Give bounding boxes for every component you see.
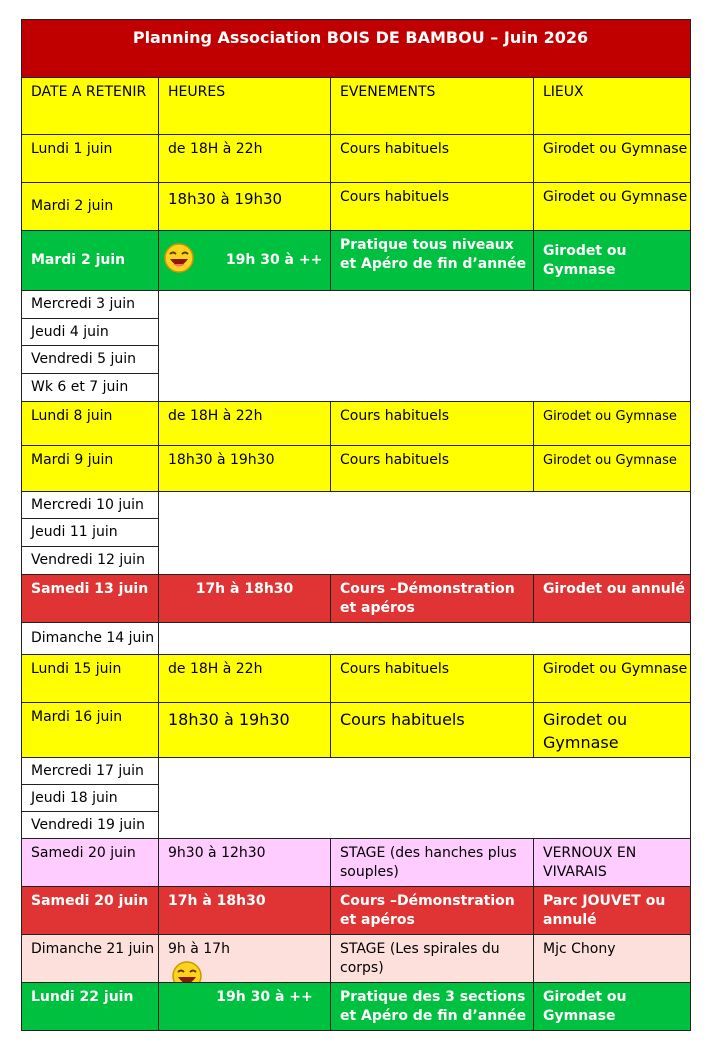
row-heures: 18h30 à 19h30 (159, 183, 331, 231)
planning-table (21, 19, 691, 1031)
table-row (22, 291, 691, 319)
row-lieu: Girodet ou Gymnase (534, 655, 691, 703)
row-date: Lundi 1 juin (22, 135, 159, 183)
row-date: Mardi 9 juin (22, 446, 159, 492)
table-row (22, 231, 691, 291)
row-date: Lundi 22 juin (22, 983, 159, 1031)
row-heures: 18h30 à 19h30 (159, 703, 331, 758)
row-heures: de 18H à 22h (159, 655, 331, 703)
row-date: Wk 6 et 7 juin (22, 374, 159, 402)
empty-block (159, 492, 691, 575)
row-heures: 17h à 18h30 (159, 887, 331, 935)
row-lieu: Girodet ou Gymnase (534, 983, 691, 1031)
row-lieu: Girodet ou annulé (534, 575, 691, 623)
table-row (22, 758, 691, 785)
row-date: Vendredi 12 juin (22, 547, 159, 575)
row-heures: 19h 30 à ++ (225, 252, 323, 268)
row-date: Jeudi 18 juin (22, 785, 159, 812)
table-row (22, 703, 691, 758)
row-heures: 9h à 17h (168, 941, 230, 957)
row-heures-cell (159, 231, 331, 291)
table-row (22, 623, 691, 655)
row-lieu: Girodet ou Gymnase (534, 703, 691, 758)
row-heures: 17h à 18h30 (159, 575, 331, 623)
row-lieu: Parc JOUVET ou annulé (534, 887, 691, 935)
row-date: Mercredi 17 juin (22, 758, 159, 785)
planning-document (21, 19, 690, 1031)
row-date: Mercredi 10 juin (22, 492, 159, 519)
row-evenement: Cours habituels (331, 135, 534, 183)
row-evenement: Cours –Démonstration et apéros (331, 887, 534, 935)
row-heures: de 18H à 22h (159, 135, 331, 183)
table-row (22, 935, 691, 983)
row-lieu: Girodet ou Gymnase (534, 135, 691, 183)
row-heures: 19h 30 à ++ (159, 983, 331, 1031)
row-evenement: Pratique tous niveaux et Apéro de fin d’année (331, 231, 534, 291)
row-evenement: Cours habituels (331, 655, 534, 703)
row-date: Mardi 16 juin (22, 703, 159, 758)
row-lieu: Girodet ou Gymnase (534, 402, 691, 446)
table-row (22, 402, 691, 446)
row-date: Samedi 13 juin (22, 575, 159, 623)
row-evenement: Pratique des 3 sections et Apéro de fin d’année (331, 983, 534, 1031)
header-evenements: EVENEMENTS (331, 78, 534, 135)
row-date: Samedi 20 juin (22, 887, 159, 935)
row-date: Vendredi 5 juin (22, 346, 159, 374)
row-lieu: Girodet ou Gymnase (534, 231, 691, 291)
laughing-smiley-icon (163, 242, 195, 280)
row-date: Samedi 20 juin (22, 839, 159, 887)
row-evenement: Cours habituels (331, 446, 534, 492)
row-heures: de 18H à 22h (159, 402, 331, 446)
row-evenement: Cours –Démonstration et apéros (331, 575, 534, 623)
row-date: Mardi 2 juin (22, 231, 159, 291)
row-evenement: STAGE (Les spirales du corps) (331, 935, 534, 983)
table-row (22, 575, 691, 623)
row-date: Mardi 2 juin (22, 183, 159, 231)
row-date: Lundi 15 juin (22, 655, 159, 703)
row-date: Dimanche 14 juin (22, 623, 159, 655)
header-lieux: LIEUX (534, 78, 691, 135)
table-row (22, 446, 691, 492)
laughing-smiley-icon (171, 960, 203, 983)
empty-block (159, 758, 691, 839)
row-heures: 18h30 à 19h30 (159, 446, 331, 492)
row-heures-cell (159, 935, 331, 983)
row-lieu: Girodet ou Gymnase (534, 446, 691, 492)
row-evenement: STAGE (des hanches plus souples) (331, 839, 534, 887)
table-row (22, 492, 691, 519)
table-row (22, 183, 691, 231)
row-lieu: Girodet ou Gymnase (534, 183, 691, 231)
table-row (22, 983, 691, 1031)
row-date: Lundi 8 juin (22, 402, 159, 446)
table-row (22, 135, 691, 183)
row-heures: 9h30 à 12h30 (159, 839, 331, 887)
row-date: Jeudi 4 juin (22, 319, 159, 346)
table-row (22, 655, 691, 703)
row-evenement: Cours habituels (331, 402, 534, 446)
page-title: Planning Association BOIS DE BAMBOU – Juin 2026 (22, 20, 691, 78)
row-date: Jeudi 11 juin (22, 519, 159, 547)
table-row (22, 839, 691, 887)
empty-block (159, 623, 691, 655)
row-date: Mercredi 3 juin (22, 291, 159, 319)
row-date: Dimanche 21 juin (22, 935, 159, 983)
header-heures: HEURES (159, 78, 331, 135)
row-lieu: VERNOUX EN VIVARAIS (534, 839, 691, 887)
row-evenement: Cours habituels (331, 183, 534, 231)
row-lieu: Mjc Chony (534, 935, 691, 983)
table-row (22, 887, 691, 935)
header-date: DATE A RETENIR (22, 78, 159, 135)
empty-block (159, 291, 691, 402)
row-date: Vendredi 19 juin (22, 812, 159, 839)
row-evenement: Cours habituels (331, 703, 534, 758)
